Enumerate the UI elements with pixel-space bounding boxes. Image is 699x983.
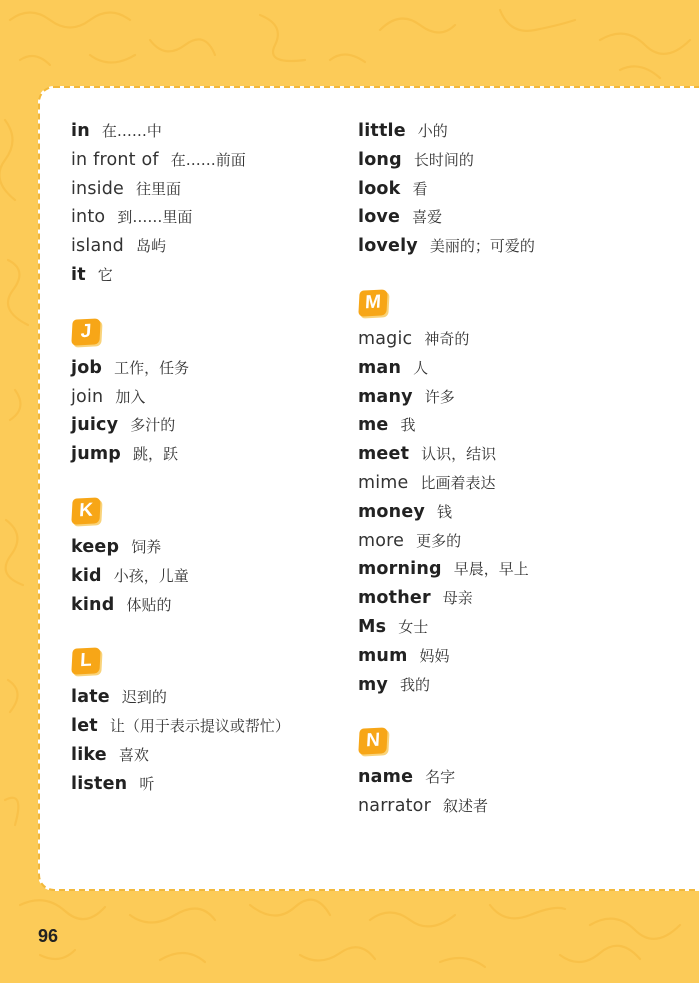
entry-word: keep [71, 536, 120, 557]
entry-word: man [358, 357, 402, 378]
glossary-left-column [71, 117, 341, 799]
letter-badge: K [71, 497, 100, 524]
entry-translation: 在……前面 [170, 150, 246, 169]
glossary-entry [358, 146, 688, 175]
glossary-entry [71, 770, 341, 799]
glossary-entry [358, 383, 688, 412]
entry-translation: 妈妈 [419, 646, 450, 665]
entry-translation: 人 [413, 358, 429, 377]
entry-word: Ms [358, 616, 387, 637]
letter-section-m [358, 290, 688, 699]
entry-word: mother [358, 588, 431, 609]
entry-word: like [71, 744, 107, 765]
entry-translation: 喜欢 [118, 745, 149, 764]
entry-translation: 叙述者 [442, 797, 488, 816]
entry-translation: 我 [400, 416, 416, 435]
entry-translation: 早晨，早上 [453, 560, 529, 579]
entry-translation: 小的 [417, 122, 448, 140]
entry-translation: 看 [412, 179, 428, 198]
entry-word: juicy [71, 415, 119, 436]
entry-word: mum [358, 645, 408, 666]
entry-word: kid [71, 565, 102, 586]
glossary-entry [71, 591, 341, 620]
entry-word: job [71, 357, 103, 378]
glossary-entry [358, 232, 688, 261]
glossary-entry [358, 411, 688, 440]
glossary-right-column [358, 117, 688, 821]
glossary-entry [71, 261, 341, 290]
entry-word: my [358, 674, 389, 695]
entry-word: join [71, 386, 104, 407]
glossary-entry [358, 527, 688, 556]
entry-word: look [358, 178, 401, 199]
entry-word: many [358, 386, 413, 407]
glossary-entry [71, 411, 341, 440]
entry-word: let [71, 716, 98, 737]
entry-word: more [358, 530, 405, 551]
letter-badge: J [71, 318, 100, 345]
entry-translation: 往里面 [136, 179, 182, 198]
entry-word: me [358, 415, 389, 436]
entry-word: into [71, 207, 106, 228]
glossary-entry [358, 117, 688, 146]
entry-translation: 饲养 [131, 537, 162, 556]
entry-word: narrator [358, 796, 431, 817]
letter-section-k [71, 498, 341, 619]
letter-section-n [358, 728, 688, 821]
entry-translation: 岛屿 [135, 237, 166, 256]
letter-section-l [71, 648, 341, 798]
glossary-entry [71, 562, 341, 591]
entry-translation: 小孩，儿童 [113, 566, 189, 585]
entry-translation: 工作，任务 [114, 358, 190, 377]
entry-word: inside [71, 178, 125, 199]
glossary-entry [71, 175, 341, 204]
glossary-entry [358, 354, 688, 383]
entry-word: in front of [71, 149, 159, 170]
glossary-entry [358, 671, 688, 700]
page-number: 96 [38, 926, 59, 946]
entry-word: morning [358, 559, 442, 580]
entry-translation: 名字 [425, 768, 456, 787]
entry-word: mime [358, 472, 409, 493]
glossary-entry [71, 712, 341, 741]
glossary-entry [71, 232, 341, 261]
glossary-entry [358, 203, 688, 232]
entry-word: listen [71, 773, 128, 794]
glossary-entry [358, 440, 688, 469]
entry-translation: 女士 [398, 617, 429, 636]
letter-badge: N [358, 728, 387, 755]
glossary-entry [71, 117, 341, 146]
entry-word: magic [358, 328, 413, 349]
entry-word: money [358, 501, 425, 522]
entry-word: island [71, 236, 124, 257]
entry-translation: 跳，跃 [133, 445, 179, 464]
glossary-entry [71, 683, 341, 712]
l-words-continued [358, 117, 688, 261]
entry-translation: 长时间的 [413, 150, 474, 169]
entry-translation: 我的 [400, 675, 431, 694]
glossary-entry [71, 440, 341, 469]
glossary-entry [71, 741, 341, 770]
glossary-entry [71, 203, 341, 232]
entry-word: jump [71, 444, 122, 465]
entry-translation: 认识，结识 [421, 445, 497, 464]
entry-word: lovely [358, 236, 418, 257]
entry-translation: 加入 [115, 387, 146, 406]
glossary-entry [358, 613, 688, 642]
entry-translation: 钱 [437, 502, 453, 521]
entry-translation: 比画着表达 [420, 473, 496, 492]
entry-word: late [71, 687, 110, 708]
entry-translation: 喜爱 [412, 208, 443, 227]
glossary-entry [71, 354, 341, 383]
glossary-entry [358, 763, 688, 792]
entry-translation: 它 [97, 265, 113, 284]
entry-translation: 美丽的；可爱的 [429, 237, 535, 256]
letter-badge: L [71, 648, 100, 675]
glossary-entry [358, 325, 688, 354]
entry-translation: 母亲 [442, 589, 473, 608]
entry-translation: 更多的 [416, 531, 462, 550]
entry-word: in [71, 121, 90, 141]
glossary-entry [358, 642, 688, 671]
entry-word: meet [358, 444, 410, 465]
entry-word: it [71, 264, 86, 285]
entry-word: love [358, 207, 401, 228]
i-words-continued [71, 117, 341, 290]
letter-badge: M [358, 289, 387, 316]
glossary-entry [358, 555, 688, 584]
entry-word: long [358, 149, 402, 170]
glossary-entry [358, 469, 688, 498]
letter-section-j [71, 319, 341, 469]
entry-translation: 到……里面 [117, 208, 193, 227]
entry-translation: 体贴的 [126, 595, 172, 614]
entry-word: little [358, 121, 406, 141]
glossary-entry [358, 175, 688, 204]
glossary-entry [358, 792, 688, 821]
entry-translation: 让（用于表示提议或帮忙） [109, 717, 290, 736]
glossary-entry [358, 498, 688, 527]
entry-translation: 迟到的 [121, 688, 167, 707]
glossary-entry [71, 383, 341, 412]
entry-translation: 听 [139, 774, 155, 793]
entry-word: kind [71, 594, 115, 615]
entry-translation: 在……中 [101, 122, 162, 140]
entry-translation: 多汁的 [130, 416, 176, 435]
entry-translation: 许多 [424, 387, 455, 406]
glossary-entry [358, 584, 688, 613]
entry-word: name [358, 767, 414, 788]
glossary-entry [71, 146, 341, 175]
glossary-entry [71, 533, 341, 562]
entry-translation: 神奇的 [424, 329, 470, 348]
